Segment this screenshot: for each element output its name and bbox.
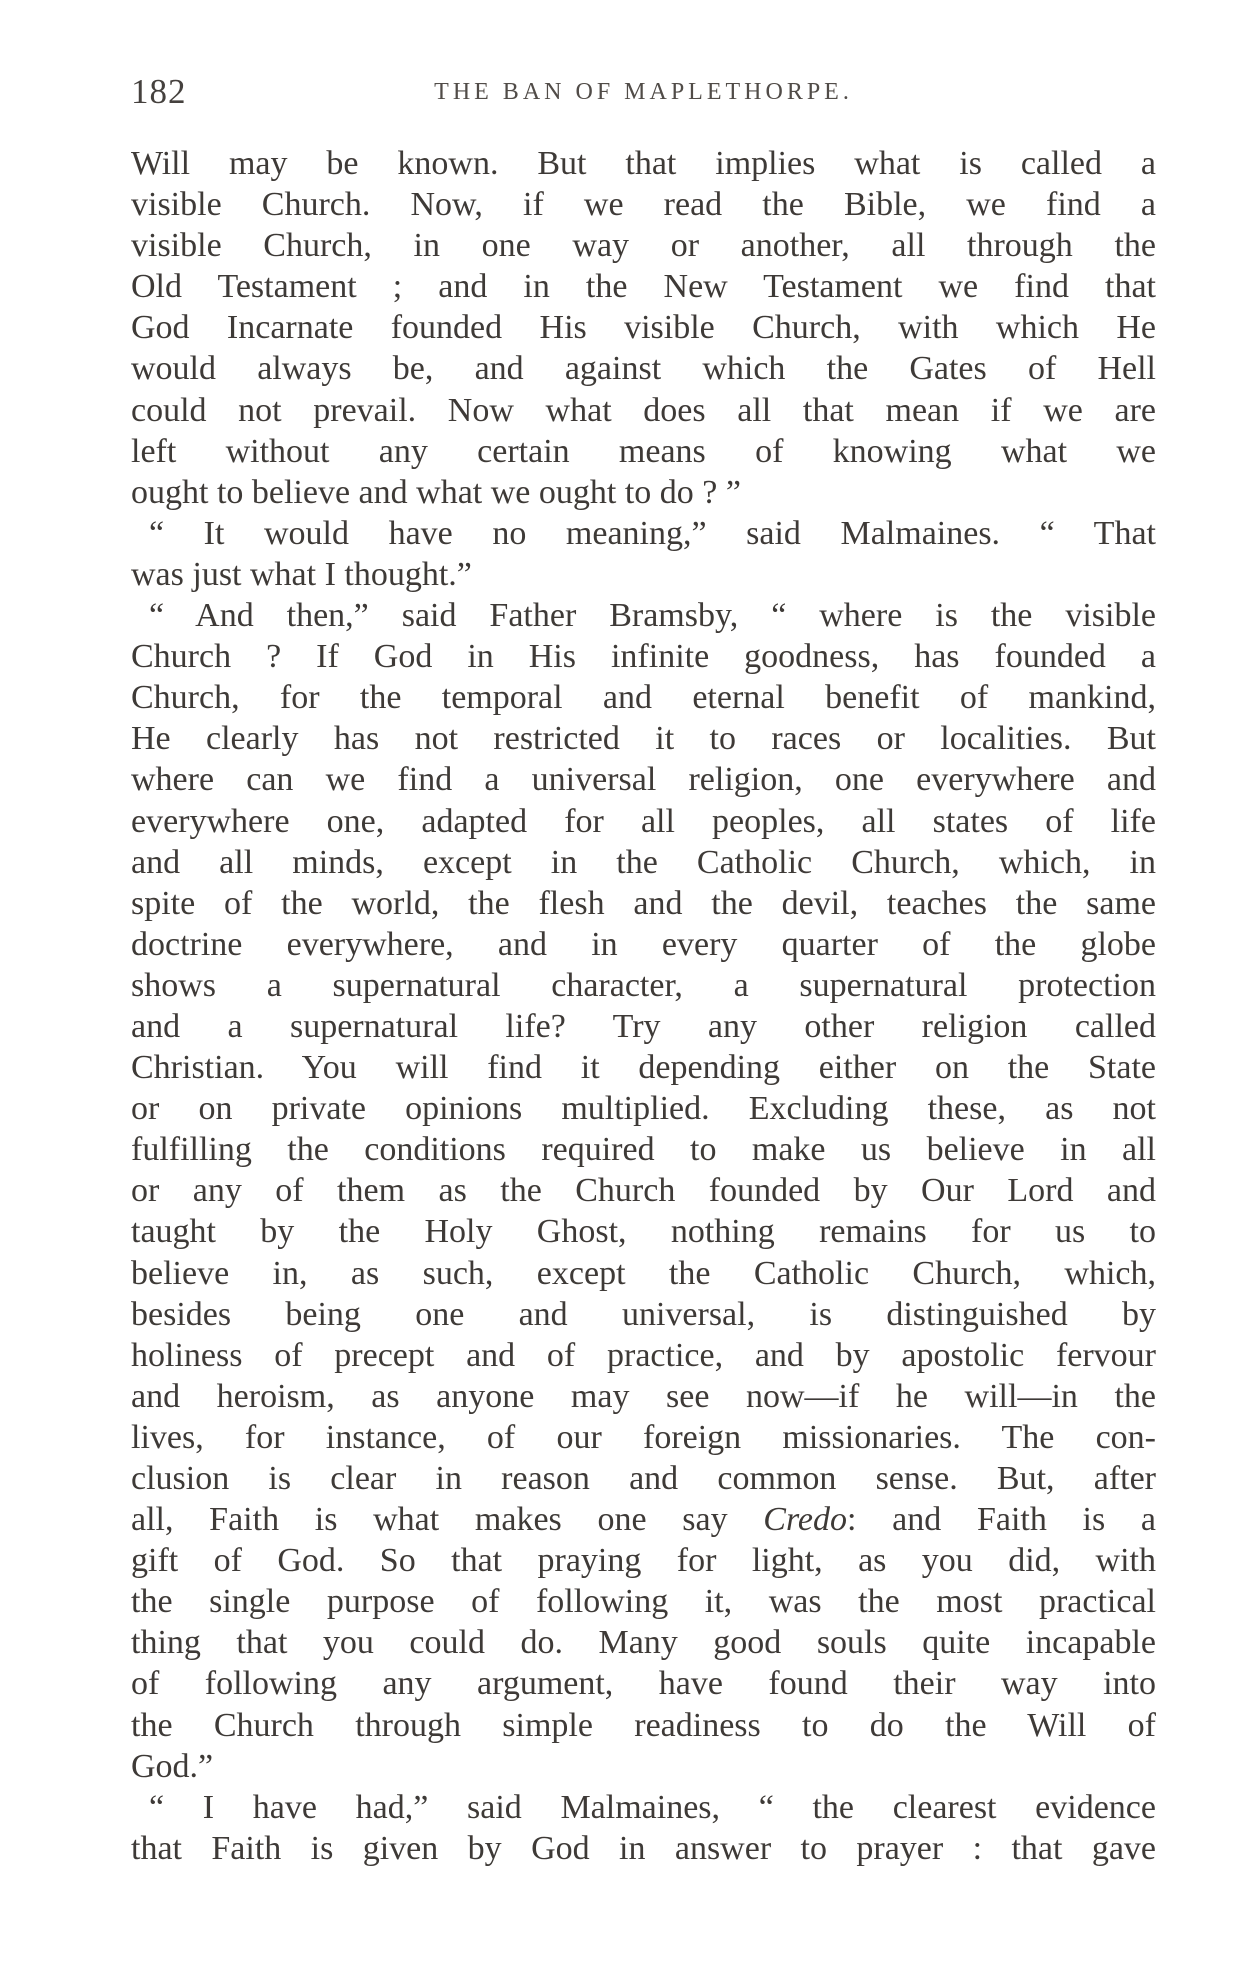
text-line: Church ? If God in His infinite goodness, has founded a (131, 638, 1156, 676)
running-title: THE BAN OF MAPLETHORPE. (434, 79, 853, 105)
text-line: shows a supernatural character, a supernatural protection (131, 966, 1156, 1004)
text-segment: : and Faith is a (847, 1501, 1156, 1539)
text-line: left without any certain means of knowing what we (131, 432, 1156, 470)
text-line: and heroism, as anyone may see now—if he will—in the (131, 1377, 1156, 1415)
text-line: was just what I thought.” (131, 555, 472, 593)
running-head (131, 70, 1156, 114)
text-line: besides being one and universal, is distinguished by (131, 1295, 1156, 1333)
text-segment: all, Faith is what makes one say (131, 1501, 728, 1539)
text-line: doctrine everywhere, and in every quarter of the globe (131, 925, 1156, 963)
text-line: spite of the world, the flesh and the devil, teaches the same (131, 884, 1156, 922)
text-line: and all minds, except in the Catholic Church, which, in (131, 843, 1156, 881)
text-line: lives, for instance, of our foreign missionaries. The con- (131, 1418, 1156, 1456)
text-line: Christian. You will find it depending either on the State (131, 1049, 1156, 1087)
text-line: or on private opinions multiplied. Excluding these, as not (131, 1090, 1156, 1128)
text-line: the Church through simple readiness to do the Will of (131, 1706, 1156, 1744)
text-line (131, 1499, 1156, 1540)
italic-word: Credo (763, 1501, 848, 1539)
text-line: “ I have had,” said Malmaines, “ the clearest evidence (149, 1788, 1156, 1826)
text-line: fulfilling the conditions required to make us believe in all (131, 1131, 1156, 1169)
text-line: gift of God. So that praying for light, as you did, with (131, 1542, 1156, 1580)
text-line: clusion is clear in reason and common sense. But, after (131, 1460, 1156, 1497)
text-line: Old Testament ; and in the New Testament we find that (131, 268, 1156, 306)
text-line: everywhere one, adapted for all peoples, all states of life (131, 802, 1156, 840)
text-line: visible Church, in one way or another, all through the (131, 227, 1156, 265)
text-line: ought to believe and what we ought to do ? ” (131, 473, 741, 511)
text-line: God.” (131, 1747, 214, 1785)
text-line: He clearly has not restricted it to races or localities. But (131, 720, 1156, 758)
text-line: “ It would have no meaning,” said Malmaines. “ That (149, 514, 1156, 552)
text-line: could not prevail. Now what does all that mean if we are (131, 391, 1156, 429)
text-line: God Incarnate founded His visible Church, with which He (131, 309, 1156, 347)
text-line: that Faith is given by God in answer to prayer : that gave (131, 1829, 1156, 1867)
text-line: would always be, and against which the Gates of Hell (131, 350, 1156, 388)
text-line: of following any argument, have found their way into (131, 1665, 1156, 1703)
text-line: holiness of precept and of practice, and by apostolic fervour (131, 1336, 1156, 1374)
page-number: 182 (131, 72, 187, 111)
text-line: believe in, as such, except the Catholic Church, which, (131, 1254, 1156, 1292)
text-line: thing that you could do. Many good souls quite incapable (131, 1624, 1156, 1662)
text-line: visible Church. Now, if we read the Bible, we find a (131, 186, 1156, 224)
text-line: Will may be known. But that implies what is called a (131, 145, 1156, 182)
text-line: taught by the Holy Ghost, nothing remains for us to (131, 1213, 1156, 1251)
text-line: Church, for the temporal and eternal benefit of mankind, (131, 679, 1156, 717)
text-line: and a supernatural life? Try any other religion called (131, 1007, 1156, 1045)
text-line: where can we find a universal religion, one everywhere and (131, 761, 1156, 799)
text-line: the single purpose of following it, was the most practical (131, 1583, 1156, 1621)
body-text (131, 143, 1156, 1869)
text-line: or any of them as the Church founded by Our Lord and (131, 1172, 1156, 1210)
text-line: “ And then,” said Father Bramsby, “ where is the visible (149, 597, 1156, 635)
